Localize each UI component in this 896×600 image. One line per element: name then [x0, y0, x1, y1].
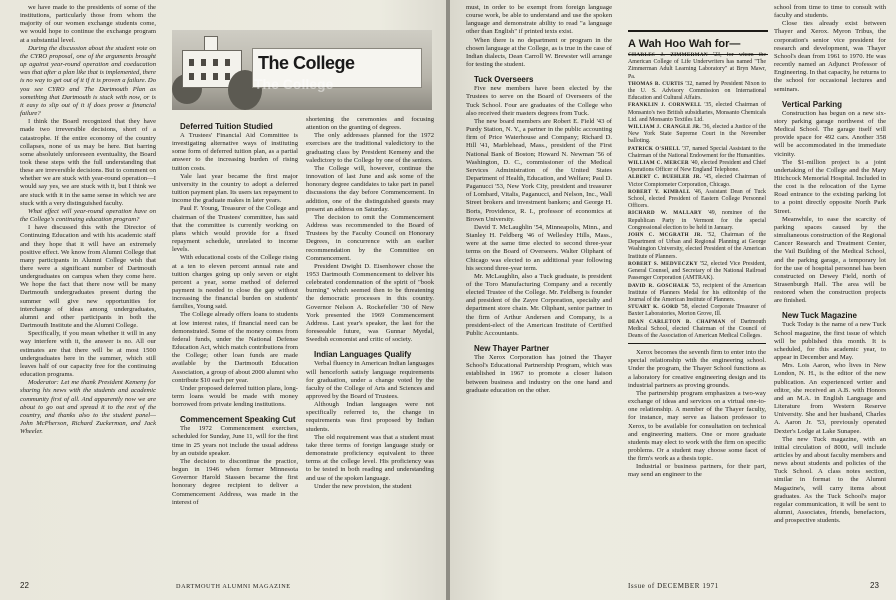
section-heading: New Thayer Partner — [474, 344, 550, 354]
honoree-name: STUART K. GORD — [628, 304, 679, 311]
honoree-citation: '49, nominee of the Republican Party in Vermont for the special Congressional election to be held in January. — [628, 210, 766, 231]
body-paragraph: The only addresses planned for the 1972 exercises are the traditional valedictory to the graduating class by President Kemeny and the valedictory to the College by one of the seniors. — [306, 132, 434, 164]
right-column-1 — [466, 4, 612, 574]
honoree-name: DAVID R. GOSCHALK — [628, 282, 690, 289]
honoree-item — [628, 189, 766, 211]
section-heading: Vertical Parking — [782, 99, 843, 109]
honoree-name: THOMAS B. CURTIS — [628, 80, 684, 87]
honoree-citation: '46, Assistant Dean of Tuck School, elected President of Eastern College Personnel Officers. — [628, 188, 766, 210]
page-number-left: 22 — [20, 581, 29, 590]
body-paragraph: Industrial or business partners, for their part, may send an engineer to the — [628, 463, 766, 479]
left-column-2 — [172, 116, 298, 574]
honoree-item — [628, 283, 766, 305]
honoree-citation: '58, elected Corporate Treasurer of Baxter Laboratories, Morton Grove, Ill. — [628, 304, 766, 318]
honoree-citation: '35, elected Chairman of Monsanto's two British subsidiaries, Monsanto Chemicals Ltd. and Monsanto Textiles Ltd. — [628, 102, 766, 123]
honoree-name: ROBERT S. MEDVECZKY — [628, 260, 698, 267]
body-paragraph: Although Indian languages were not specifically referred to, the change in requirements was first proposed by Indian students. — [306, 401, 434, 433]
honoree-item — [628, 261, 766, 283]
honoree-item — [628, 304, 766, 318]
body-paragraph: school from time to time to consult with faculty and students. — [774, 4, 886, 20]
body-paragraph: Under the new provision, the student — [314, 482, 412, 490]
honoree-item — [628, 232, 766, 261]
body-paragraph: Meanwhile, to ease the scarcity of parking spaces caused by the simultaneous construction of the Regional Cancer Research and Treatment Center, the Vail Building of the Medical School, and the parking garage, a temporary lot for the use of hospital personnel has been constructed on Dewey Field, north of Strasenburgh Hall. The area will be restored when the construction projects are finished. — [774, 215, 886, 305]
left-page — [0, 0, 446, 600]
honoree-citation: '53, recipient of the American Institute of Planners Medal for his editorship of the Journal of the American Institute of Planners. — [628, 282, 766, 303]
honoree-citation: '52, elected Vice President, General Counsel, and Secretary of the National Railroad Passenger Corporation (AMTRAK). — [628, 260, 766, 282]
italic-question: During the discussion about the student vote on the CYRO proposal, one of the arguments brought up against year-round operation and coeducation was that after a plan like that is implemented, there is no way to get out of it if it is proven a failure. Do you see CYRO and The Dartmouth Plan as something that Dartmouth is stuck with now, or is it easy to slip out of it if does prove a financial failure? — [20, 44, 156, 118]
honoree-name: RICHARD W. MALLARY — [628, 210, 702, 217]
body-paragraph: Five new members have been elected by the Trustees to serve on the Board of Overseers of the Tuck School. Four are graduates of the College who also received their masters degrees from Tuck. — [466, 85, 612, 117]
body-paragraph: The partnership program emphasizes a two-way exchange of ideas and services on a virtual one-to-one relationship. A member of the Thayer faculty, for instance, may serve as liaison professor to Xerox, to be available for consultation on technical and engineering matters. One or more graduate students may elect to work with the firm on specific problems. Or a student may choose some facet of the firm's work as a thesis topic. — [628, 389, 766, 463]
body-paragraph: A Trustees' Financial Aid Committee is investigating alternative ways of instituting some form of deferred tuition plan, as a partial answer to the increasing burden of rising tuition costs. — [172, 132, 298, 172]
honoree-citation: of Dartmouth Medical School, elected Chairman of the Council of Deans of the Association of American Medical Colleges. — [628, 318, 766, 339]
honoree-citation: '32, named by President Nixon to the U. S. Advisory Commission on International Education and Cultural Affairs. — [628, 80, 766, 102]
honoree-item — [628, 210, 766, 232]
honoree-name: WILLIAM C. MERCER — [628, 160, 689, 167]
left-column-3 — [306, 116, 434, 574]
body-paragraph: Mr. McLaughlin, also a Tuck graduate, is president of the Toro Manufacturing Company and a recently elected Trustee of the College. Mr. Feldberg is founder and president of the Zayre Corporation, specialty and department store chain. Mr. Oliphant, senior partner in the firm of Arthur Andersen and Company, is a president-elect of the American Institute of Certified Public Accountants. — [466, 272, 612, 337]
body-paragraph: we have made to the presidents of some of the institutions, particularly those from whom the majority of our women exchange students come, we would hope to continue the exchange program at a substantial level. — [20, 4, 156, 44]
honoree-name: ROBERT Y. KIMBALL — [628, 188, 691, 195]
honoree-item — [628, 81, 766, 103]
page-number-right: 23 — [870, 581, 879, 590]
body-paragraph: The $1-million project is a joint undertaking of the College and the Mary Hitchcock Memorial Hospital. Included in the cost is the relocation of the Lyme Road entrance to the existing parking lot to a point directly opposite North Park Street. — [774, 158, 886, 215]
body-paragraph: Construction has begun on a new six-story parking garage northwest of the Medical School. The garage itself will provide space for 492 cars. Another 358 will be accommodated in the immediate vicinity. — [774, 109, 886, 158]
body-paragraph: David T. McLaughlin '54, Minneapolis, Minn., and Stanley H. Feldberg '46 of Wellesley Hills, Mass., were at the same time elected to second three-year terms on the Board of Overseers. Walter Oliphant of Chicago was elected to an additional year following his second three-year term. — [466, 223, 612, 272]
honoree-name: WILLIAM J. CRANGLE JR. — [628, 124, 701, 131]
section-title: The College — [258, 53, 355, 73]
honoree-name: FRANKLIN J. CORNWELL — [628, 102, 702, 109]
body-paragraph: shortening the ceremonies and focusing attention on the granting of degrees. — [306, 116, 434, 132]
section-title-shadow: The College — [254, 76, 334, 92]
honoree-citation: '23, for whom the American College of Life Underwriters has named "The Zimmerman Adult Learning Laboratory" at Bryn Mawr, Pa. — [628, 52, 766, 80]
honoree-name: DEAN CARLETON B. CHAPMAN — [628, 318, 726, 325]
honoree-citation: '37, named Special Assistant to the Chairman of the National Endowment for the Humanities. — [628, 145, 766, 159]
honoree-citation: '45, elected Chairman of Victor Comptometer Corporation, Chicago. — [628, 174, 766, 188]
honoree-item — [628, 319, 766, 341]
honoree-item — [628, 174, 766, 188]
body-paragraph: Yale last year became the first major university in the country to adopt a deferred tuition payment plan. Its users tax repayment to income the graduate makes in later years. — [172, 172, 298, 205]
body-paragraph: Xerox becomes the seventh firm to enter into the special relationship with the engineering school. Under the program, the Thayer School functions as a laboratory for creative engineering design and its industrial partners as proving grounds. — [628, 349, 766, 389]
body-paragraph: The College already offers loans to students at low interest rates, if financial need can be demonstrated. Some of the money comes from federal funds, under the National Defense Education Act, which match contributions from the College; other loan funds are made available by the Dartmouth Education Association, a group of about 2000 alumni who contribute $10 each per year. — [172, 311, 298, 384]
right-column-3 — [774, 4, 886, 574]
wah-hoo-wah-title: A Wah Hoo Wah for— — [628, 38, 741, 50]
honoree-item — [628, 146, 766, 160]
body-paragraph: Verbal fluency in American Indian languages will henceforth satisfy language requirements for graduation, under a change voted by the faculty of the College of Arts and Sciences and approved by the Board of Trustees. — [306, 360, 434, 400]
box-bottom-rule — [628, 343, 766, 344]
body-paragraph: Specifically, if you mean whether it will in any way interfere with it, the answer is no. All our estimates are that there will be at most 1500 undergraduates here in the summer, which still leaves half of our capacity free for the continuing education programs. — [20, 330, 156, 379]
honoree-name: ALBERT C. BUEHLER JR. — [628, 174, 702, 181]
body-paragraph: Paul F. Young, Treasurer of the College and chairman of the Trustees' committee, has said that the committee is currently working on plans which would provide for a fixed repayment schedule, unrelated to income levels. — [172, 205, 298, 254]
honoree-item — [628, 160, 766, 174]
right-column-2 — [628, 52, 766, 574]
body-paragraph: With educational costs of the College rising at a ten to eleven percent annual rate and tuition charges going up only seven or eight percent a year, some method of deferred payment is needed to close the gap without increasing the financial burden on students' families, Young said. — [172, 254, 298, 311]
italic-question: What effect will year-round operation have on the College's continuing education program? — [20, 207, 156, 224]
honoree-item — [628, 124, 766, 146]
honoree-citation: '40, elected President and Chief Operations Officer of New England Telephone. — [628, 160, 766, 174]
body-paragraph: When there is no department or program in the chosen language at the College, as is true in the case of Indian dialects, Dean Carroll W. Brewster will arrange for testing the student. — [466, 36, 612, 69]
body-paragraph: The College will, however, continue the innovation of last June and ask some of the honorary degree candidates to take part in panel discussions the day before Commencement. In addition, one of the distinguished guests may present an address on Saturday. — [306, 164, 434, 213]
honoree-item — [628, 102, 766, 124]
body-paragraph: Tuck Today is the name of a new Tuck School magazine, the first issue of which will be published this month. It is scheduled, for this academic year, to appear in December and May. — [774, 321, 886, 362]
body-paragraph: The old requirement was that a student must take three terms of foreign language study or demonstrate proficiency equivalent to three terms at the college level. His proficiency was to be tested in both reading and understanding and use of the spoken language. — [306, 433, 434, 482]
section-heading: New Tuck Magazine — [782, 311, 857, 321]
section-heading: Tuck Overseers — [474, 75, 534, 85]
magazine-masthead: DARTMOUTH ALUMNI MAGAZINE — [176, 583, 291, 590]
honoree-name: JOHN C. MCGRATH JR. — [628, 232, 703, 239]
body-paragraph: President Dwight D. Eisenhower chose the 1953 Dartmouth Commencement to deliver his celebrated condemnation of the spirit of "book burning" which seemed then to be threatening the democratic processes in this country. Governor Nelson A. Rockefeller '30 of New York presented the 1969 Commencement Address. Last year's speaker, the last for the foreseeable future, was Gunnar Myrdal, Swedish economist and critic of society. — [306, 262, 434, 344]
college-photo-header — [172, 30, 432, 110]
body-paragraph: Close ties already exist between Thayer and Xerox. Myron Tribus, the corporation's senior vice president for research and development, was Thayer School's dean from 1961 to 1970. He was recently named an Adjunct Professor of Engineering. In that capacity, he returns to the school for occasional lectures and seminars. — [774, 20, 886, 93]
body-paragraph: The new Tuck magazine, with an initial circulation of 8000, will include articles by and about faculty members and news about students and policies of the Tuck School. A class notes section, similar in format to the Alumni Magazine's, will carry items about graduates. As the Tuck School's major regular communication, it will be sent to alumni, Associates, friends, benefactors, and prospective students. — [774, 435, 886, 525]
section-heading: Commencement Speaking Cut — [180, 415, 296, 425]
body-paragraph: I think the Board recognized that they have made two irreversible decisions, short of a catastrophe. If the entire economy of the country collapses, none of us may be here. But barring some absolutely unforeseen eventuality, the Board took these steps with the full understanding that these are irreversible decisions. But to comment on whether we are stuck with year-round operation—I would say yes, we are stuck with it, but I think we are stuck with it in the same sense in which we are stuck with a very distinguished faculty. — [20, 118, 156, 207]
body-paragraph: The new board members are Robert E. Field '43 of Purdy Station, N. Y., a partner in the public accounting firm of Price Waterhouse and Company; Richard D. Hill '41, Marblehead, Mass., president of the First National Bank of Boston; Howard N. Newman '56 of Washington, D. C., commissioner of the Medical Services Administration of the United States Department of Health, Education, and Welfare; Paul D. Paganucci '53, New York City, president and treasurer of Lombard, Vitalis, Paganucci, and Nelson, Inc., Wall Street brokers and investment bankers; and George H. Borts, Providence, R. I., professor of economics at Brown University. — [466, 117, 612, 223]
right-page — [450, 0, 896, 600]
honoree-citation: '36, elected a Justice of the New York State Supreme Court in the November balloting. — [628, 124, 766, 145]
body-paragraph: The 1972 Commencement exercises, scheduled for Sunday, June 11, will for the first time in 25 years not include the usual address by an outside speaker. — [172, 425, 298, 457]
body-paragraph: The decision to omit the Commencement Address was recommended to the Board of Trustees by the Faculty Council on Honorary Degrees, in concurrence with an earlier recommendation by the Committee on Commencement. — [306, 213, 434, 262]
body-paragraph: Under proposed deferred tuition plans, long-term loans would be made with money borrowed from private lending institutions. — [172, 384, 298, 409]
body-paragraph: The decision to discontinue the practice, begun in 1946 when former Minnesota Governor Harold Stassen became the first honorary degree recipient to deliver a Commencement Address, was made in the interest of — [172, 457, 298, 506]
honoree-name: CHARLES J. ZIMMERMAN — [628, 52, 708, 58]
body-paragraph: Mrs. Lois Aaron, who lives in New London, N. H., is the editor of the new publication. An experienced writer and editor, she received an A.B. with Honors and an M.A. in English Language and Literature from Western Reserve University. She and her husband, Charles A. Aaron Jr. '53, previously operated Dexter's Lodge at Lake Sunapee. — [774, 362, 886, 435]
section-heading: Indian Languages Qualify — [314, 350, 412, 360]
left-column-1 — [20, 4, 156, 574]
honoree-item — [628, 52, 766, 81]
body-paragraph: The Xerox Corporation has joined the Thayer School's Educational Partnership Program, which was established in 1967 to promote a closer liaison between business and industry on the one hand and graduate education on the other. — [466, 354, 612, 394]
italic-question: Moderator: Let me thank President Kemeny for sharing his news with the students and academic community first of all. And apparently now we are about to go out and spread it to the rest of the country, and thanks also to the student panel—John McPherson, Richard Zuckerman, and Jack Wheeler. — [20, 379, 156, 436]
section-heading: Deferred Tuition Studied — [180, 122, 273, 131]
honoree-name: PATRICK O'SHELL — [628, 145, 681, 152]
body-paragraph: must, in order to be exempt from foreign language course work, be able to understand and use the spoken language and demonstrate ability to read "a language other than English" if printed texts exist. — [466, 4, 612, 36]
issue-date: Issue of DECEMBER 1971 — [628, 582, 719, 590]
honoree-citation: '52, Chairman of the Department of Urban and Regional Planning at George Washington University, elected President of the American Institute of Planners. — [628, 232, 766, 260]
body-paragraph: I have discussed this with the Director of Continuing Education and with his academic staff and they hope that it will have an extremely positive effect. We know from Alumni College that many participants in Alumni College wish that there were a significant number of Dartmouth undergraduates on campus when they come here. We hope the fact that there now will be many Dartmouth undergraduates present during the summer will give new opportunities for interchange of ideas among undergraduates, alumni and other participants in both the Dartmouth Institute and the Alumni College. — [20, 224, 156, 330]
